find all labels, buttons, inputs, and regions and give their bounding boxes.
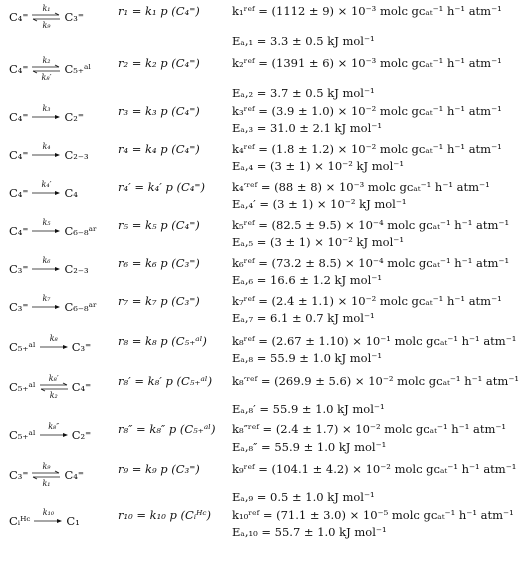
rate-expression: r₉ = k₉ p (C₃⁼) [118,462,200,476]
reactant: C₃⁼ [9,262,29,276]
activation-energy: Eₐ,₄ = (3 ± 1) × 10⁻² kJ mol⁻¹ [232,159,404,173]
reverse-rate-label: k₉ [42,21,51,30]
reference-rate-constant: k₁₀ʳᵉᶠ = (71.1 ± 3.0) × 10⁻⁵ molᴄ gᴄₐₜ⁻¹ h⁻¹ atm⁻¹ [232,508,514,522]
reactant: C₅₊ᵃˡ [9,380,36,394]
reaction-row [0,4,502,64]
equilibrium-arrow-icon [39,374,69,400]
forward-rate-label: k₉ [42,462,51,471]
rate-expression: r₃ = k₃ p (C₄⁼) [118,104,200,118]
forward-arrow-icon [31,256,61,282]
reverse-rate-label: k₈′ [41,73,52,82]
forward-rate-label: k₈″ [48,422,60,431]
reaction-equation [9,104,105,130]
activation-energy: Eₐ,₈ = 55.9 ± 1.0 kJ mol⁻¹ [232,351,382,365]
reference-rate-constant: k₆ʳᵉᶠ = (73.2 ± 8.5) × 10⁻⁴ molᴄ gᴄₐₜ⁻¹ h⁻¹ atm⁻¹ [232,256,510,270]
reactant: C₄⁼ [9,110,29,124]
product: C₂⁼ [64,110,84,124]
rate-expression: r₁₀ = k₁₀ p (Cᵢᴴᶜ) [118,508,211,522]
reaction-equation [9,56,105,82]
forward-arrow-icon [31,142,61,168]
reactant: C₃⁼ [9,300,29,314]
product: C₁ [66,514,80,528]
reactant: C₄⁼ [9,148,29,162]
reference-rate-constant: k₁ʳᵉᶠ = (1112 ± 9) × 10⁻³ molᴄ gᴄₐₜ⁻¹ h⁻¹ atm⁻¹ [232,4,502,18]
reaction-equation [9,218,105,244]
product: C₂⁼ [71,428,92,442]
product: C₄⁼ [71,380,92,394]
reference-rate-constant: k₈″ʳᵉᶠ = (2.4 ± 1.7) × 10⁻² molᴄ gᴄₐₜ⁻¹ h⁻¹ atm⁻¹ [232,422,507,436]
forward-rate-label: k₃ [42,104,51,113]
rate-expression: r₆ = k₆ p (C₃⁼) [118,256,200,270]
activation-energy: Eₐ,₉ = 0.5 ± 1.0 kJ mol⁻¹ [232,490,375,504]
activation-energy: Eₐ,₂ = 3.7 ± 0.5 kJ mol⁻¹ [232,86,375,100]
reference-rate-constant: k₇ʳᵉᶠ = (2.4 ± 1.1) × 10⁻² molᴄ gᴄₐₜ⁻¹ h⁻¹ atm⁻¹ [232,294,502,308]
forward-rate-label: k₁ [42,4,51,13]
product: C₅₊ᵃˡ [64,62,92,76]
reaction-equation [9,508,105,534]
forward-rate-label: k₈ [49,334,58,343]
equilibrium-arrow-icon [31,56,61,82]
product: C₆₋₈ᵃʳ [64,224,98,238]
forward-rate-label: k₄′ [41,180,52,189]
forward-arrow-icon [31,218,61,244]
reaction-equation [9,422,105,448]
reaction-equation [9,180,105,206]
reference-rate-constant: k₈ʳᵉᶠ = (2.67 ± 1.10) × 10⁻¹ molᴄ gᴄₐₜ⁻¹ h⁻¹ atm⁻¹ [232,334,517,348]
reaction-equation [9,374,105,400]
forward-rate-label: k₇ [42,294,51,303]
activation-energy: Eₐ,₃ = 31.0 ± 2.1 kJ mol⁻¹ [232,121,382,135]
rate-expression: r₈ = k₈ p (C₅₊ᵃˡ) [118,334,207,348]
activation-energy: Eₐ,₁₀ = 55.7 ± 1.0 kJ mol⁻¹ [232,525,387,539]
reference-rate-constant: k₈′ʳᵉᶠ = (269.9 ± 5.6) × 10⁻² molᴄ gᴄₐₜ⁻¹ h⁻¹ atm⁻¹ [232,374,519,388]
rate-expression: r₈″ = k₈″ p (C₅₊ᵃˡ) [118,422,216,436]
forward-arrow-icon [31,294,61,320]
forward-rate-label: k₄ [42,142,51,151]
reaction-row [0,508,514,568]
reaction-equation [9,256,105,282]
forward-rate-label: k₆ [42,256,51,265]
activation-energy: Eₐ,₅ = (3 ± 1) × 10⁻² kJ mol⁻¹ [232,235,404,249]
reaction-equation [9,4,105,30]
reference-rate-constant: k₃ʳᵉᶠ = (3.9 ± 1.0) × 10⁻² molᴄ gᴄₐₜ⁻¹ h⁻¹ atm⁻¹ [232,104,502,118]
product: C₃⁼ [64,10,84,24]
product: C₆₋₈ᵃʳ [64,300,98,314]
reactant: C₄⁼ [9,10,29,24]
activation-energy: Eₐ,₆ = 16.6 ± 1.2 kJ mol⁻¹ [232,273,382,287]
product: C₃⁼ [71,340,92,354]
forward-arrow-icon [39,422,69,448]
reference-rate-constant: k₄ʳᵉᶠ = (1.8 ± 1.2) × 10⁻² molᴄ gᴄₐₜ⁻¹ h⁻¹ atm⁻¹ [232,142,502,156]
forward-arrow-icon [39,334,69,360]
activation-energy: Eₐ,₄′ = (3 ± 1) × 10⁻² kJ mol⁻¹ [232,197,407,211]
reference-rate-constant: k₅ʳᵉᶠ = (82.5 ± 9.5) × 10⁻⁴ molᴄ gᴄₐₜ⁻¹ h⁻¹ atm⁻¹ [232,218,510,232]
rate-expression: r₂ = k₂ p (C₄⁼) [118,56,200,70]
reactant: C₅₊ᵃˡ [9,428,36,442]
forward-arrow-icon [31,104,61,130]
reverse-rate-label: k₁ [42,479,51,488]
product: C₄⁼ [64,468,84,482]
reactant: C₄⁼ [9,224,29,238]
forward-rate-label: k₈′ [48,374,59,383]
rate-expression: r₁ = k₁ p (C₄⁼) [118,4,200,18]
forward-arrow-icon [31,180,61,206]
reaction-equation [9,294,105,320]
forward-rate-label: k₁₀ [42,508,55,517]
reaction-equation [9,334,105,360]
equilibrium-arrow-icon [31,462,61,488]
reactant: C₅₊ᵃˡ [9,340,36,354]
reactant: C₄⁼ [9,62,29,76]
rate-expression: r₄ = k₄ p (C₄⁼) [118,142,200,156]
reference-rate-constant: k₄′ʳᵉᶠ = (88 ± 8) × 10⁻³ molᴄ gᴄₐₜ⁻¹ h⁻¹ atm⁻¹ [232,180,490,194]
product: C₂₋₃ [64,148,89,162]
forward-arrow-icon [33,508,63,534]
reaction-equation [9,462,105,488]
product: C₂₋₃ [64,262,89,276]
activation-energy: Eₐ,₈″ = 55.9 ± 1.0 kJ mol⁻¹ [232,440,387,454]
reactant: C₃⁼ [9,468,29,482]
reactant: Cᵢᴴᶜ [9,514,31,528]
reference-rate-constant: k₉ʳᵉᶠ = (104.1 ± 4.2) × 10⁻² molᴄ gᴄₐₜ⁻¹ h⁻¹ atm⁻¹ [232,462,517,476]
reference-rate-constant: k₂ʳᵉᶠ = (1391 ± 6) × 10⁻³ molᴄ gᴄₐₜ⁻¹ h⁻¹ atm⁻¹ [232,56,502,70]
rate-expression: r₅ = k₅ p (C₄⁼) [118,218,200,232]
activation-energy: Eₐ,₈′ = 55.9 ± 1.0 kJ mol⁻¹ [232,402,385,416]
activation-energy: Eₐ,₇ = 6.1 ± 0.7 kJ mol⁻¹ [232,311,375,325]
product: C₄ [64,186,78,200]
equilibrium-arrow-icon [31,4,61,30]
rate-expression: r₄′ = k₄′ p (C₄⁼) [118,180,205,194]
activation-energy: Eₐ,₁ = 3.3 ± 0.5 kJ mol⁻¹ [232,34,375,48]
rate-expression: r₈′ = k₈′ p (C₅₊ᵃˡ) [118,374,213,388]
forward-rate-label: k₅ [42,218,51,227]
reactant: C₄⁼ [9,186,29,200]
rate-expression: r₇ = k₇ p (C₃⁼) [118,294,200,308]
reaction-equation [9,142,105,168]
reverse-rate-label: k₂ [49,391,58,400]
forward-rate-label: k₂ [42,56,51,65]
